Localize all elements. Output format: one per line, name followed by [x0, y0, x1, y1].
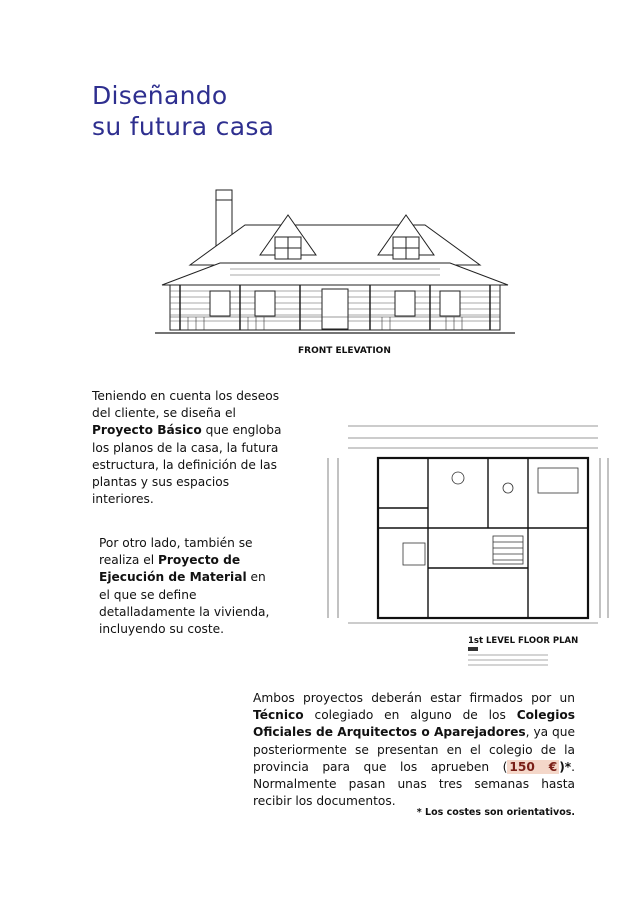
para2-text-2: en el que se define detalladamente la vivienda, incluyendo su coste.	[99, 570, 270, 637]
para3-text-1: Ambos proyectos deberán estar firmados por un	[253, 691, 575, 705]
para1-bold-1: Proyecto Básico	[92, 423, 202, 438]
price-highlight: 150 €	[509, 759, 558, 774]
para1-text-1: Teniendo en cuenta los deseos del cliente, se diseña el	[92, 389, 280, 421]
footnote: * Los costes son orientativos.	[416, 807, 575, 818]
paragraph-proyecto-ejecucion	[99, 535, 277, 638]
para3-text-2: colegiado en alguno de los	[303, 708, 517, 723]
footnote-star: *	[564, 759, 572, 774]
title-line-2: su futura casa	[92, 112, 275, 141]
paragraph-proyecto-basico	[92, 388, 282, 508]
front-elevation-label: FRONT ELEVATION	[298, 346, 391, 356]
para3-paren: )	[559, 759, 565, 774]
front-elevation-drawing	[150, 185, 520, 360]
paragraph-firma-tecnico	[253, 690, 575, 810]
para3-text-5: . Normalmente pasan unas tres semanas hasta recibir los documentos.	[253, 759, 576, 809]
para2-bold-1: Proyecto de Ejecución de Material	[99, 553, 247, 585]
para3-bold-tecnico: Técnico	[253, 708, 304, 723]
floor-plan-drawing	[318, 418, 618, 680]
para3-text-3: , ya que posteriormente se presentan en el colegio de la provincia para que los aprueben (	[253, 725, 576, 774]
para2-text-1: Por otro lado, también se realiza el	[99, 536, 253, 568]
para3-bold-colegios: Colegios Oficiales de Arquitectos o Aparejadores	[253, 708, 575, 740]
floor-plan-label: 1st LEVEL FLOOR PLAN	[468, 636, 579, 646]
para1-text-2: que engloba los planos de la casa, la futura estructura, la definición de las plantas y sus espacios interiores.	[92, 423, 282, 507]
title-line-1: Diseñando	[92, 81, 228, 110]
page-title	[92, 80, 274, 142]
